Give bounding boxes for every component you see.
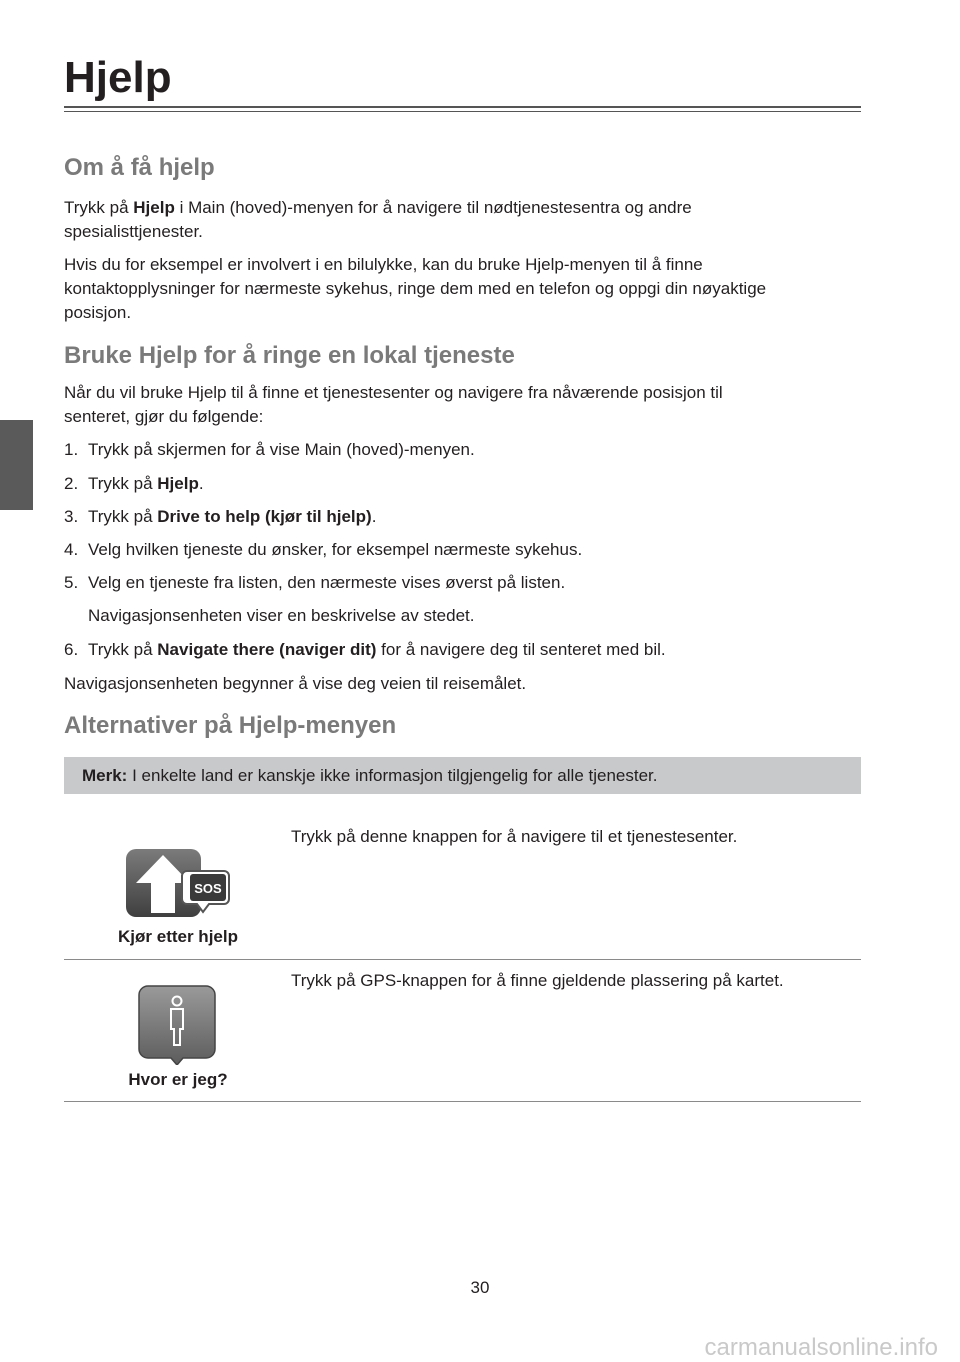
section-heading-help-menu-options: Alternativer på Hjelp-menyen — [64, 712, 397, 739]
watermark: carmanualsonline.info — [704, 1334, 938, 1361]
list-item-note: Navigasjonsenheten viser en beskrivelse av stedet. — [88, 606, 475, 625]
list-item: 6. Trykk på Navigate there (naviger dit) for å navigere deg til senteret med bil. — [64, 640, 666, 659]
list-item: 1. Trykk på skjermen for å vise Main (hoved)-menyen. — [64, 440, 475, 459]
where-am-i-icon — [138, 985, 218, 1065]
list-item: 4. Velg hvilken tjeneste du ønsker, for eksempel nærmeste sykehus. — [64, 540, 583, 559]
drive-to-help-icon — [124, 845, 232, 923]
paragraph-line: senteret, gjør du følgende: — [64, 407, 264, 426]
paragraph-line: posisjon. — [64, 303, 132, 322]
note-text: I enkelte land er kanskje ikke informasjon tilgjengelig for alle tjenester. — [127, 766, 658, 785]
page-number: 30 — [470, 1278, 490, 1297]
chapter-tab — [0, 420, 33, 510]
svg-text:SOS: SOS — [194, 881, 222, 896]
row-divider — [64, 1101, 861, 1102]
list-item: 5. Velg en tjeneste fra listen, den nærmeste vises øverst på listen. — [64, 573, 566, 592]
paragraph-line: Navigasjonsenheten begynner å vise deg veien til reisemålet. — [64, 674, 527, 693]
list-item: 2. Trykk på Hjelp. — [64, 474, 204, 493]
section-heading-about-help: Om å få hjelp — [64, 154, 215, 181]
where-am-i-label: Hvor er jeg? — [128, 1070, 228, 1089]
drive-to-help-label: Kjør etter hjelp — [118, 927, 238, 946]
where-am-i-description: Trykk på GPS-knappen for å finne gjeldende plassering på kartet. — [291, 971, 784, 990]
paragraph-line: Hvis du for eksempel er involvert i en bilulykke, kan du bruke Hjelp-menyen til å finne — [64, 255, 703, 274]
section-heading-call-local-service: Bruke Hjelp for å ringe en lokal tjeneste — [64, 342, 515, 369]
drive-to-help-description: Trykk på denne knappen for å navigere til et tjenestesenter. — [291, 827, 738, 846]
list-item: 3. Trykk på Drive to help (kjør til hjelp). — [64, 507, 377, 526]
paragraph-line: spesialisttjenester. — [64, 222, 203, 241]
title-rule — [64, 106, 861, 108]
note-label: Merk: — [82, 766, 128, 785]
page-title: Hjelp — [64, 53, 172, 102]
paragraph-line: Trykk på Hjelp i Main (hoved)-menyen for å navigere til nødtjenestesentra og andre — [64, 198, 692, 217]
note-box — [64, 757, 861, 794]
title-rule-thin — [64, 111, 861, 112]
paragraph-line: Når du vil bruke Hjelp til å finne et tjenestesenter og navigere fra nåværende posisjon til — [64, 383, 723, 402]
paragraph-line: kontaktopplysninger for nærmeste sykehus, ringe dem med en telefon og oppgi din nøyaktige — [64, 279, 767, 298]
row-divider — [64, 959, 861, 960]
